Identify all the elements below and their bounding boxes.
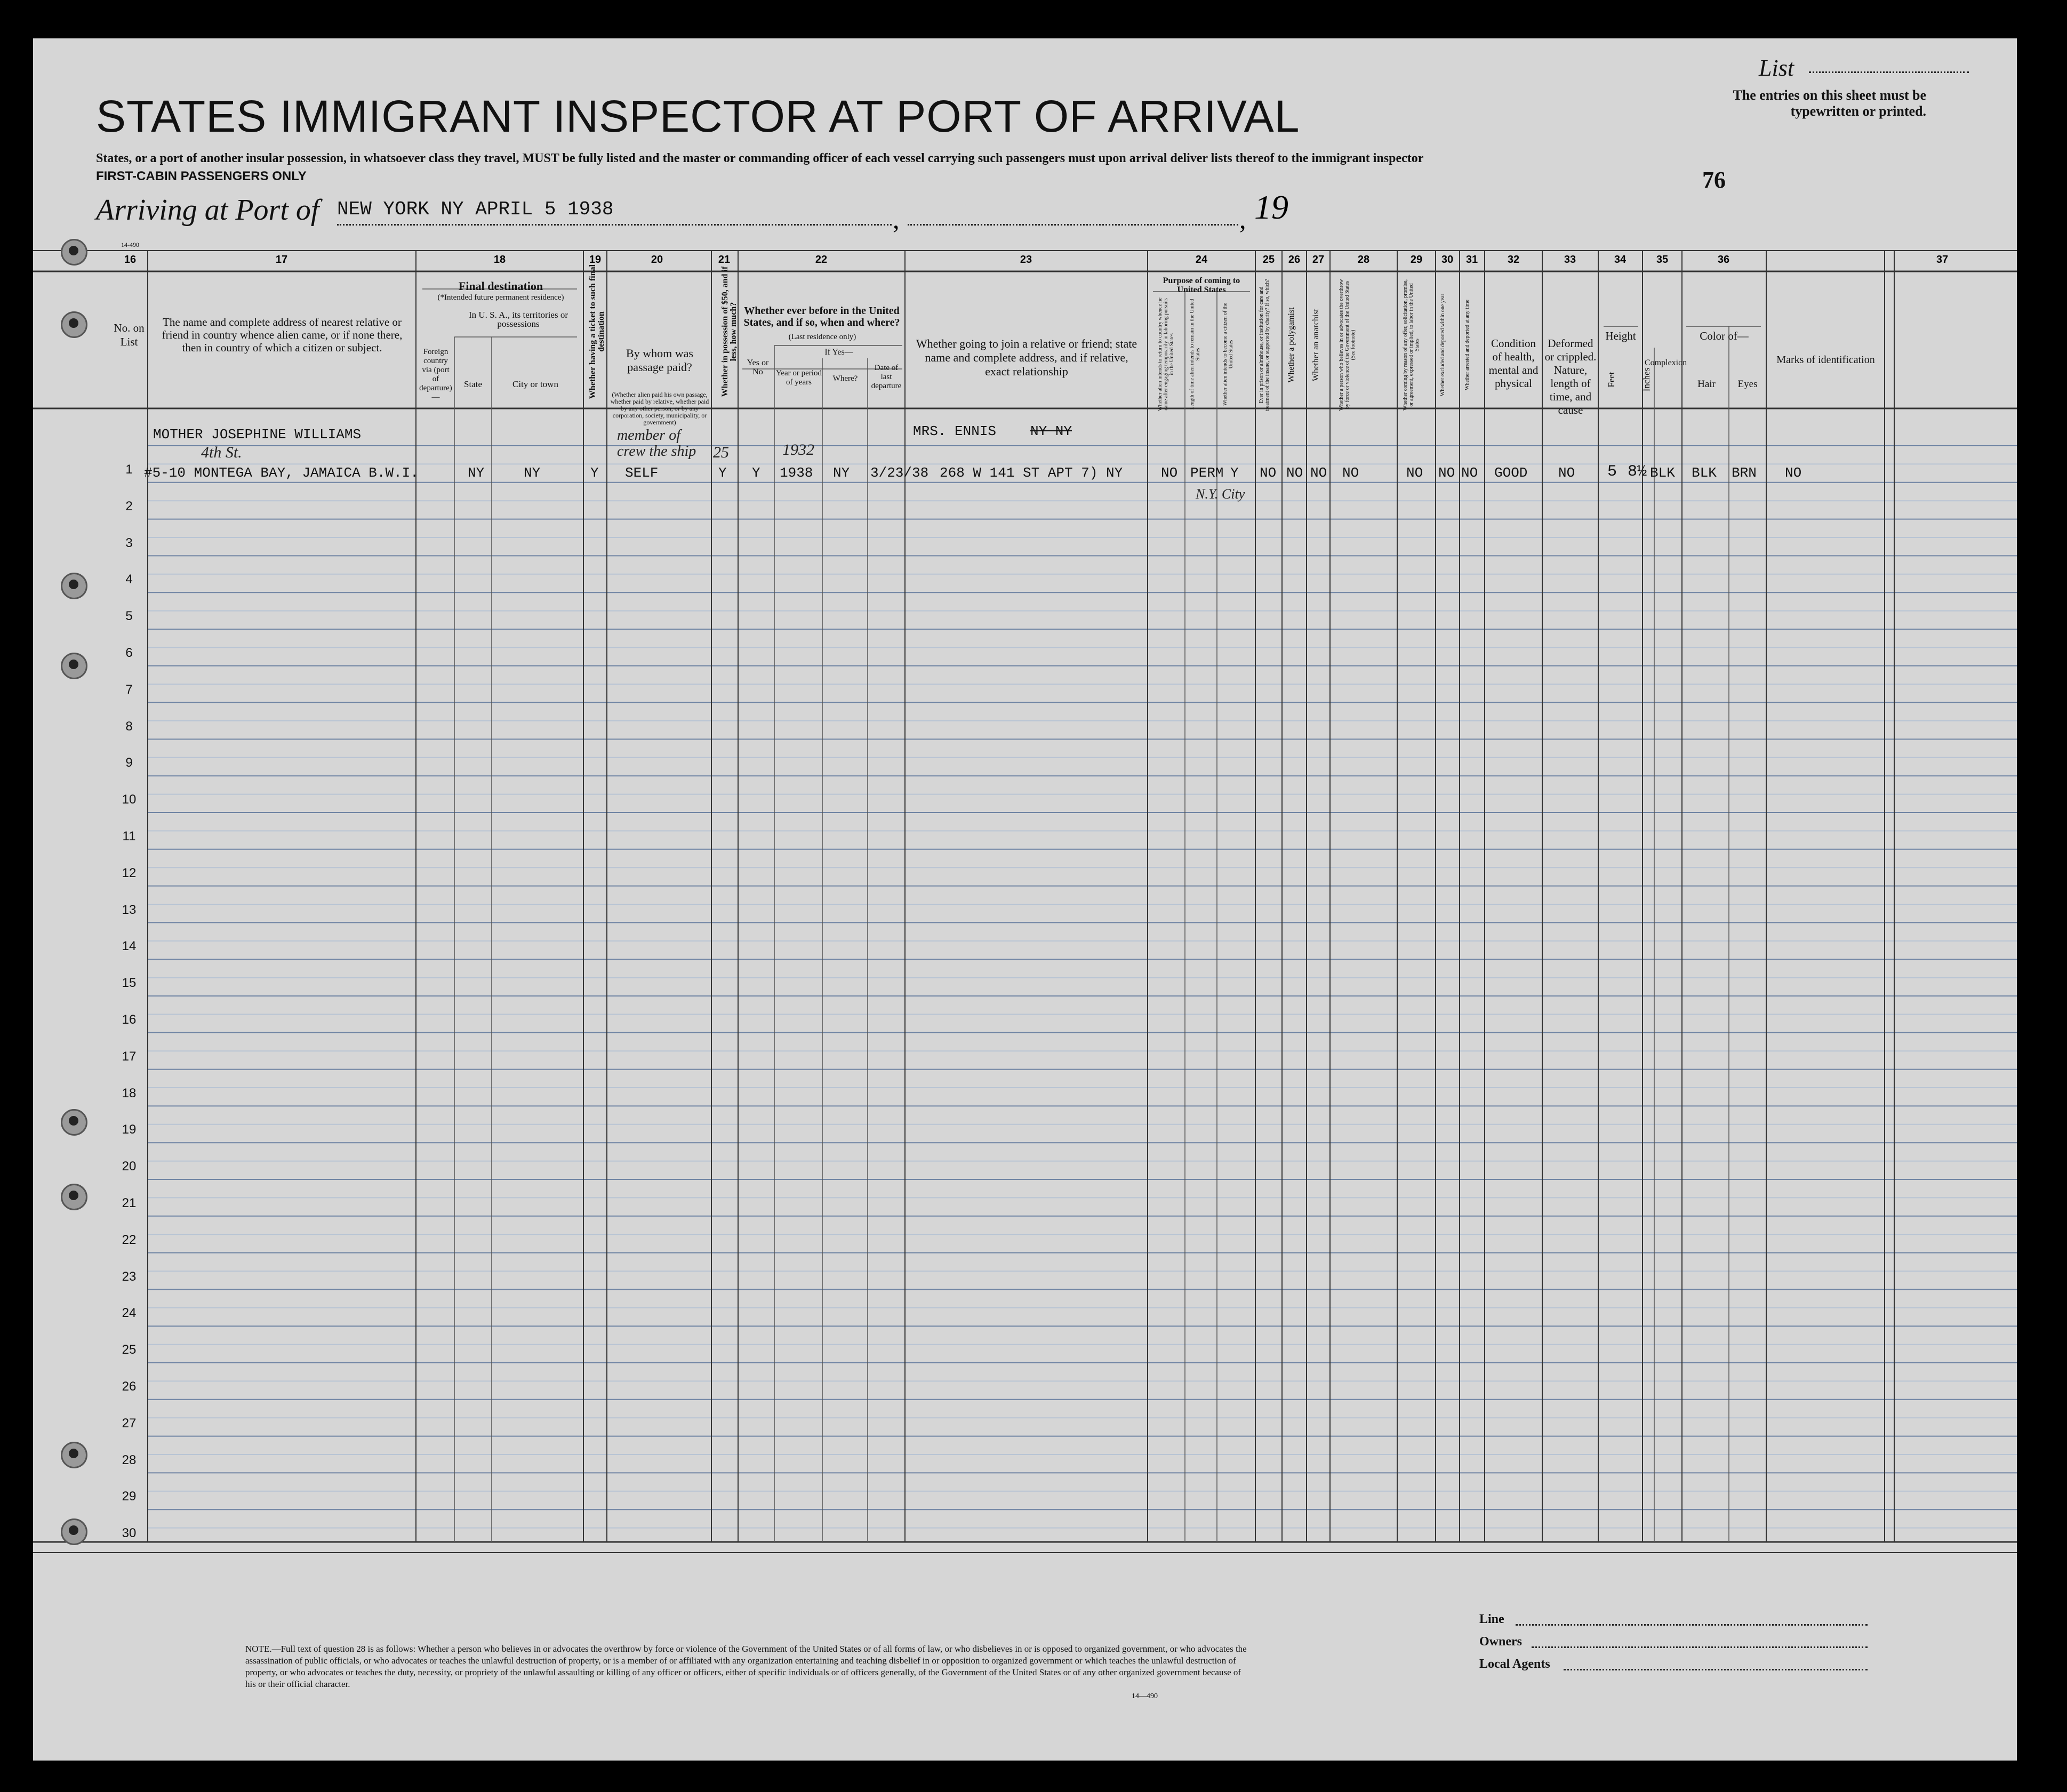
col16-header: No. on List bbox=[114, 322, 145, 348]
column-number: 35 bbox=[1656, 254, 1669, 266]
col18-title: Final destination bbox=[458, 279, 543, 293]
col36-eyes: Eyes bbox=[1737, 379, 1758, 390]
col24-c: Whether alien intends to become a citizen of the United States bbox=[1222, 302, 1234, 406]
entry-overthrow: NO bbox=[1342, 465, 1359, 481]
binder-hole bbox=[61, 1109, 87, 1136]
year-handwritten: 1932 bbox=[782, 441, 814, 459]
row-number: 17 bbox=[122, 1049, 137, 1064]
column-number: 25 bbox=[1262, 254, 1275, 266]
manifest-sheet bbox=[33, 38, 2017, 1761]
column-number: 26 bbox=[1288, 254, 1301, 266]
entry-passage: SELF bbox=[625, 465, 659, 481]
col31-header: Whether arrested and deported at any time bbox=[1464, 300, 1470, 390]
binder-hole bbox=[61, 239, 87, 266]
row-number: 27 bbox=[122, 1416, 137, 1431]
row-number: 23 bbox=[122, 1269, 137, 1284]
row-number: 9 bbox=[125, 756, 133, 770]
entry-marks: NO bbox=[1785, 465, 1802, 481]
col34-title: Height bbox=[1605, 330, 1636, 342]
owners-label: Owners bbox=[1479, 1635, 1522, 1649]
joining-address: 268 W 141 ST APT 7) NY bbox=[940, 465, 1123, 481]
entry-prison: NO bbox=[1260, 465, 1277, 481]
row-number: 19 bbox=[122, 1122, 137, 1137]
col37-header: Marks of identification bbox=[1776, 354, 1875, 366]
row-number: 8 bbox=[125, 719, 133, 734]
col23-header: Whether going to join a relative or friend; state name and complete address, and if relative, exact relationship bbox=[916, 337, 1137, 378]
row-number: 26 bbox=[122, 1379, 137, 1394]
col36-title: Color of— bbox=[1700, 330, 1749, 342]
col33-header: Deformed or crippled. Nature, length of time, and cause bbox=[1544, 337, 1597, 416]
table-grid bbox=[33, 38, 2017, 1761]
entry-polygamist: NO bbox=[1286, 465, 1303, 481]
col35-header: Complexion bbox=[1645, 358, 1687, 367]
col18-usa: In U. S. A., its territories or possessions bbox=[468, 310, 568, 329]
column-number: 34 bbox=[1614, 254, 1627, 266]
row-number: 21 bbox=[122, 1196, 137, 1210]
entry-arrested: NO bbox=[1461, 465, 1478, 481]
year-prefix: 19 bbox=[1254, 188, 1288, 226]
comma-mark: , bbox=[1239, 204, 1246, 234]
row-number: 14 bbox=[122, 939, 137, 954]
col29-header: Whether coming by reason of any offer, solicitation, promise, or agreement, expressed or implied, to labor in the United States bbox=[1403, 279, 1420, 411]
column-number: 21 bbox=[718, 254, 731, 266]
col24-a: Whether alien intends to return to country whence he came after engaging temporarily in laboring pursuits in the United States bbox=[1157, 298, 1175, 411]
column-number: 22 bbox=[815, 254, 828, 266]
col30-header: Whether excluded and deported within one year bbox=[1440, 293, 1446, 397]
joining-name: MRS. ENNIS bbox=[913, 423, 997, 439]
col34-inches: Inches bbox=[1641, 367, 1652, 392]
binder-hole bbox=[61, 1442, 87, 1468]
column-number: 23 bbox=[1020, 254, 1032, 266]
entry-hair: BLK bbox=[1692, 465, 1717, 481]
entry-ticket: Y bbox=[590, 465, 599, 481]
entry-excluded: NO bbox=[1438, 465, 1455, 481]
list-label: List bbox=[1759, 55, 1794, 81]
purpose-return: NO bbox=[1161, 465, 1178, 481]
purpose-length: PERM bbox=[1190, 465, 1224, 481]
entry-labor: NO bbox=[1406, 465, 1423, 481]
row-number: 10 bbox=[122, 792, 137, 807]
col22-date: Date of last departure bbox=[871, 364, 902, 390]
column-number: 19 bbox=[589, 254, 602, 266]
column-number: 28 bbox=[1357, 254, 1370, 266]
row-number: 20 bbox=[122, 1159, 137, 1174]
sheet-number: 76 bbox=[1702, 167, 1726, 193]
col22-yesno: Yes or No bbox=[747, 358, 769, 376]
col18-state: State bbox=[464, 379, 482, 389]
row-number: 6 bbox=[125, 646, 133, 660]
passage-handwritten: member of crew the ship bbox=[617, 427, 696, 460]
col19-header: Whether having a ticket to such final destination bbox=[588, 264, 606, 399]
entry-where: NY bbox=[833, 465, 850, 481]
class-line: FIRST-CABIN PASSENGERS ONLY bbox=[96, 169, 307, 183]
relative-name: MOTHER JOSEPHINE WILLIAMS bbox=[153, 427, 362, 443]
form-number-top: 14-490 bbox=[121, 241, 139, 248]
column-number: 29 bbox=[1410, 254, 1423, 266]
binder-hole bbox=[61, 573, 87, 599]
row-number: 22 bbox=[122, 1232, 137, 1247]
row-number: 15 bbox=[122, 976, 137, 991]
entry-money: Y bbox=[718, 465, 727, 481]
col22-ifyes: If Yes— bbox=[824, 348, 853, 357]
arriving-value: NEW YORK NY APRIL 5 1938 bbox=[337, 198, 614, 220]
row-number: 29 bbox=[122, 1489, 137, 1504]
column-number: 36 bbox=[1717, 254, 1730, 266]
row-number: 16 bbox=[122, 1012, 137, 1027]
page-title: STATES IMMIGRANT INSPECTOR AT PORT OF ARRIVAL bbox=[96, 91, 1300, 141]
column-number: 17 bbox=[275, 254, 288, 266]
binder-hole bbox=[61, 311, 87, 338]
col18-sub: (*Intended future permanent residence) bbox=[437, 293, 564, 302]
relative-handwritten: 4th St. bbox=[201, 444, 242, 461]
entry-departure: 3/23/38 bbox=[870, 465, 929, 481]
row-number: 18 bbox=[122, 1086, 137, 1100]
joining-handwritten: N.Y. City bbox=[1196, 486, 1245, 502]
joining-struck: NY NY bbox=[1030, 423, 1072, 439]
instruction-line: States, or a port of another insular possession, in whatsoever class they travel, MUST be fully listed and the master or commanding officer of each vessel carrying such passengers must upon arrival deliver lists thereof to the immigrant inspector bbox=[96, 151, 1424, 165]
column-number: 27 bbox=[1312, 254, 1325, 266]
line-label: Line bbox=[1479, 1612, 1504, 1626]
relative-address: #5-10 MONTEGA BAY, JAMAICA B.W.I. bbox=[144, 465, 419, 481]
entry-complexion: BLK bbox=[1650, 465, 1675, 481]
column-number: 24 bbox=[1195, 254, 1208, 266]
row-number: 30 bbox=[122, 1526, 137, 1541]
row-number: 4 bbox=[125, 572, 133, 587]
comma-mark: , bbox=[893, 204, 900, 234]
entry-year: 1938 bbox=[780, 465, 813, 481]
column-number: 30 bbox=[1441, 254, 1454, 266]
col24-title: Purpose of coming to United States bbox=[1163, 276, 1240, 294]
entry-state: NY bbox=[468, 465, 485, 481]
row-number: 28 bbox=[122, 1452, 137, 1467]
col22-where: Where? bbox=[832, 374, 858, 383]
entry-eyes: BRN bbox=[1732, 465, 1757, 481]
entry-health: GOOD bbox=[1494, 465, 1528, 481]
col28-header: Whether a person who believes in or advocates the overthrow by force or violence of the Government of the United States (See footnote) bbox=[1339, 279, 1356, 411]
line-field bbox=[1516, 1624, 1868, 1626]
owners-field bbox=[1532, 1646, 1868, 1648]
footnote: NOTE.—Full text of question 28 is as follows: Whether a person who believes in or advocates the overthrow by force or violence of the Government of the United States or of all forms of law, or who disbelieves in or is opposed to organized government, or who advocates the assassination of public officials, or who advocates or teaches the unlawful destruction of property, or is a member of or affiliated with any organization entertaining and teaching disbelief in or opposition to organized government or which teaches the unlawful destruction of property, or who advocates or teaches the duty, necessity, or propriety of the unlawful assaulting or killing of any officer or officers, either of specific individuals or of officers generally, of the Government of the United States or of any other organized government because of his or their official character. bbox=[245, 1644, 1247, 1689]
entry-inches: 8½ bbox=[1628, 463, 1647, 481]
row-number: 12 bbox=[122, 865, 137, 880]
purpose-citizen: Y bbox=[1230, 465, 1239, 481]
entries-note: The entries on this sheet must be typewritten or printed. bbox=[1733, 87, 1926, 119]
col22-sub: (Last residence only) bbox=[788, 333, 856, 341]
row-number: 3 bbox=[125, 535, 133, 550]
col22-title: Whether ever before in the United States, and if so, when and where? bbox=[743, 305, 900, 328]
row-number: 1 bbox=[125, 462, 133, 477]
entry-city: NY bbox=[524, 465, 541, 481]
row-number: 13 bbox=[122, 902, 137, 917]
entry-deformed: NO bbox=[1558, 465, 1575, 481]
col36-hair: Hair bbox=[1697, 379, 1716, 390]
col17-header: The name and complete address of nearest relative or friend in country whence alien came, or if none there, then in country of which a citizen or subject. bbox=[162, 316, 403, 354]
binder-hole bbox=[61, 653, 87, 679]
money-handwritten: 25 bbox=[713, 444, 729, 461]
col34-feet: Feet bbox=[1606, 372, 1616, 388]
column-number: 20 bbox=[651, 254, 663, 266]
column-number: 33 bbox=[1564, 254, 1576, 266]
col18-city: City or town bbox=[512, 379, 558, 389]
agents-label: Local Agents bbox=[1479, 1657, 1550, 1671]
col26-header: Whether a polygamist bbox=[1287, 307, 1296, 383]
arriving-label: Arriving at Port of bbox=[96, 194, 319, 227]
row-number: 5 bbox=[125, 609, 133, 624]
form-number: 14—490 bbox=[1132, 1692, 1158, 1700]
binder-hole bbox=[61, 1518, 87, 1545]
col24-b: Length of time alien intends to remain in the United States bbox=[1189, 299, 1201, 410]
row-number: 2 bbox=[125, 499, 133, 513]
row-number: 25 bbox=[122, 1343, 137, 1357]
col20-sub: (Whether alien paid his own passage, whether paid by relative, whether paid by any other person, or by any corporation, society, municipality, or government) bbox=[610, 391, 709, 426]
row-number: 11 bbox=[122, 829, 136, 843]
column-number: 18 bbox=[493, 254, 506, 266]
col20-title: By whom was passage paid? bbox=[626, 347, 693, 374]
col32-header: Condition of health, mental and physical bbox=[1488, 337, 1539, 390]
column-number: 31 bbox=[1465, 254, 1478, 266]
entry-feet: 5 bbox=[1607, 463, 1617, 481]
col22-year: Year or period of years bbox=[776, 369, 822, 387]
entry-anarchist: NO bbox=[1310, 465, 1327, 481]
col25-header: Ever in prison or almshouse, or institution for care and treatment of the insane, or supported by charity? If so, which? bbox=[1259, 278, 1270, 412]
col21-header: Whether in possession of $50, and if less, how much? bbox=[720, 266, 738, 397]
col18-foreign: Foreign country via (port of departure)— bbox=[419, 348, 452, 401]
column-number: 16 bbox=[124, 254, 137, 266]
agents-field bbox=[1564, 1669, 1868, 1670]
column-number: 37 bbox=[1936, 254, 1949, 266]
entry-ever-before: Y bbox=[752, 465, 760, 481]
row-number: 24 bbox=[122, 1306, 137, 1321]
col27-header: Whether an anarchist bbox=[1311, 309, 1320, 381]
row-number: 7 bbox=[125, 682, 133, 697]
binder-hole bbox=[61, 1184, 87, 1210]
column-number: 32 bbox=[1507, 254, 1520, 266]
